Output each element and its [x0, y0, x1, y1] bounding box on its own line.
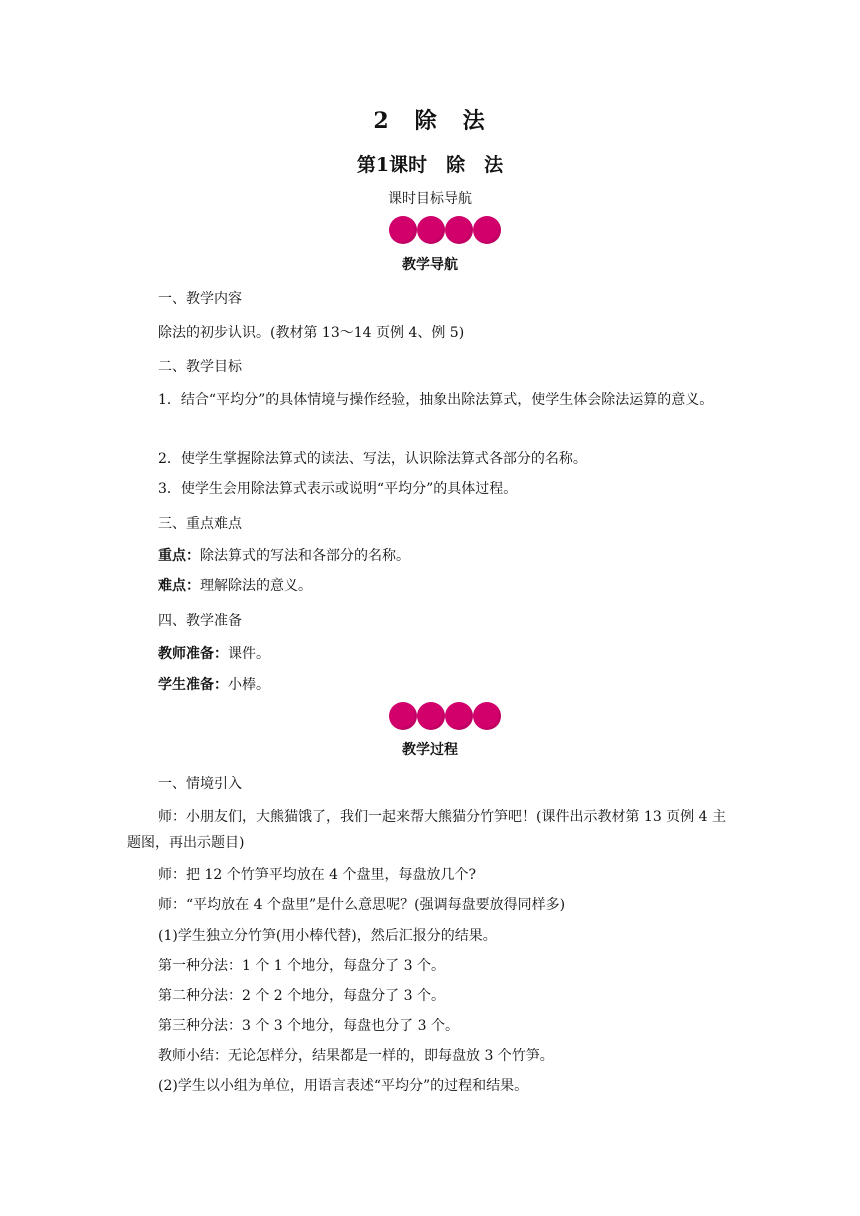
key-point-label: 重点： — [158, 548, 200, 564]
goal-item-2: 2．使学生掌握除法算式的读法、写法，认识除法算式各部分的名称。 — [158, 451, 587, 467]
teacher-prep-label: 教师准备： — [158, 646, 228, 662]
student-prep-label: 学生准备： — [158, 677, 228, 693]
pink-dot-icon — [389, 216, 417, 244]
process-line-5: 第一种分法：1 个 1 个地分，每盘分了 3 个。 — [158, 958, 445, 974]
content-heading: 一、教学内容 — [158, 291, 242, 307]
goal-nav-caption: 课时目标导航 — [388, 191, 472, 207]
difficulty-line — [158, 573, 312, 599]
pink-dot-icon — [473, 216, 501, 244]
process-line-1: 师：小朋友们，大熊猫饿了，我们一起来帮大熊猫分竹笋吧！(课件出示教材第 13 页例 4 主题图，再出示题目) — [127, 809, 726, 851]
pink-dot-icon — [445, 216, 473, 244]
goal-item-3: 3．使学生会用除法算式表示或说明“平均分”的具体过程。 — [158, 481, 518, 497]
key-point-text: 除法算式的写法和各部分的名称。 — [200, 548, 410, 564]
pink-dot-icon — [417, 702, 445, 730]
difficulty-label: 难点： — [158, 578, 200, 594]
process-line-9: (2)学生以小组为单位，用语言表述“平均分”的过程和结果。 — [158, 1078, 529, 1094]
goals-heading: 二、教学目标 — [158, 359, 242, 375]
teacher-prep-text: 课件。 — [228, 646, 270, 662]
pink-dot-icon — [417, 216, 445, 244]
process-line-7: 第三种分法：3 个 3 个地分，每盘也分了 3 个。 — [158, 1018, 459, 1034]
process-line-3: 师：“平均放在 4 个盘里”是什么意思呢？(强调每盘要放得同样多) — [158, 897, 566, 913]
process-line-2: 师：把 12 个竹笋平均放在 4 个盘里，每盘放几个? — [158, 867, 477, 883]
key-points-heading: 三、重点难点 — [158, 516, 242, 532]
process-line-8: 教师小结：无论怎样分，结果都是一样的，即每盘放 3 个竹笋。 — [158, 1048, 554, 1064]
difficulty-text: 理解除法的意义。 — [200, 578, 312, 594]
content-text: 除法的初步认识。(教材第 13～14 页例 4、例 5) — [158, 325, 465, 341]
teaching-process-banner: 教学过程 — [402, 742, 458, 758]
process-line-6: 第二种分法：2 个 2 个地分，每盘分了 3 个。 — [158, 988, 445, 1004]
preparation-heading: 四、教学准备 — [158, 613, 242, 629]
goal-item-1: 1．结合“平均分”的具体情境与操作经验，抽象出除法算式，使学生体会除法运算的意义。 — [158, 392, 714, 408]
pink-dot-icon — [389, 702, 417, 730]
decorative-dots-top — [389, 216, 501, 246]
student-prep-line — [158, 672, 270, 698]
process-line-4: (1)学生独立分竹笋(用小棒代替)，然后汇报分的结果。 — [158, 928, 497, 944]
lesson-subtitle: 第1课时 除 法 — [356, 154, 504, 176]
page-title: 2 除 法 — [373, 108, 487, 134]
student-prep-text: 小棒。 — [228, 677, 270, 693]
pink-dot-icon — [445, 702, 473, 730]
key-point-line — [158, 543, 410, 569]
decorative-dots-bottom — [389, 702, 501, 732]
teacher-prep-line — [158, 641, 270, 667]
pink-dot-icon — [473, 702, 501, 730]
intro-heading: 一、情境引入 — [158, 776, 242, 792]
teaching-nav-banner: 教学导航 — [402, 257, 458, 273]
